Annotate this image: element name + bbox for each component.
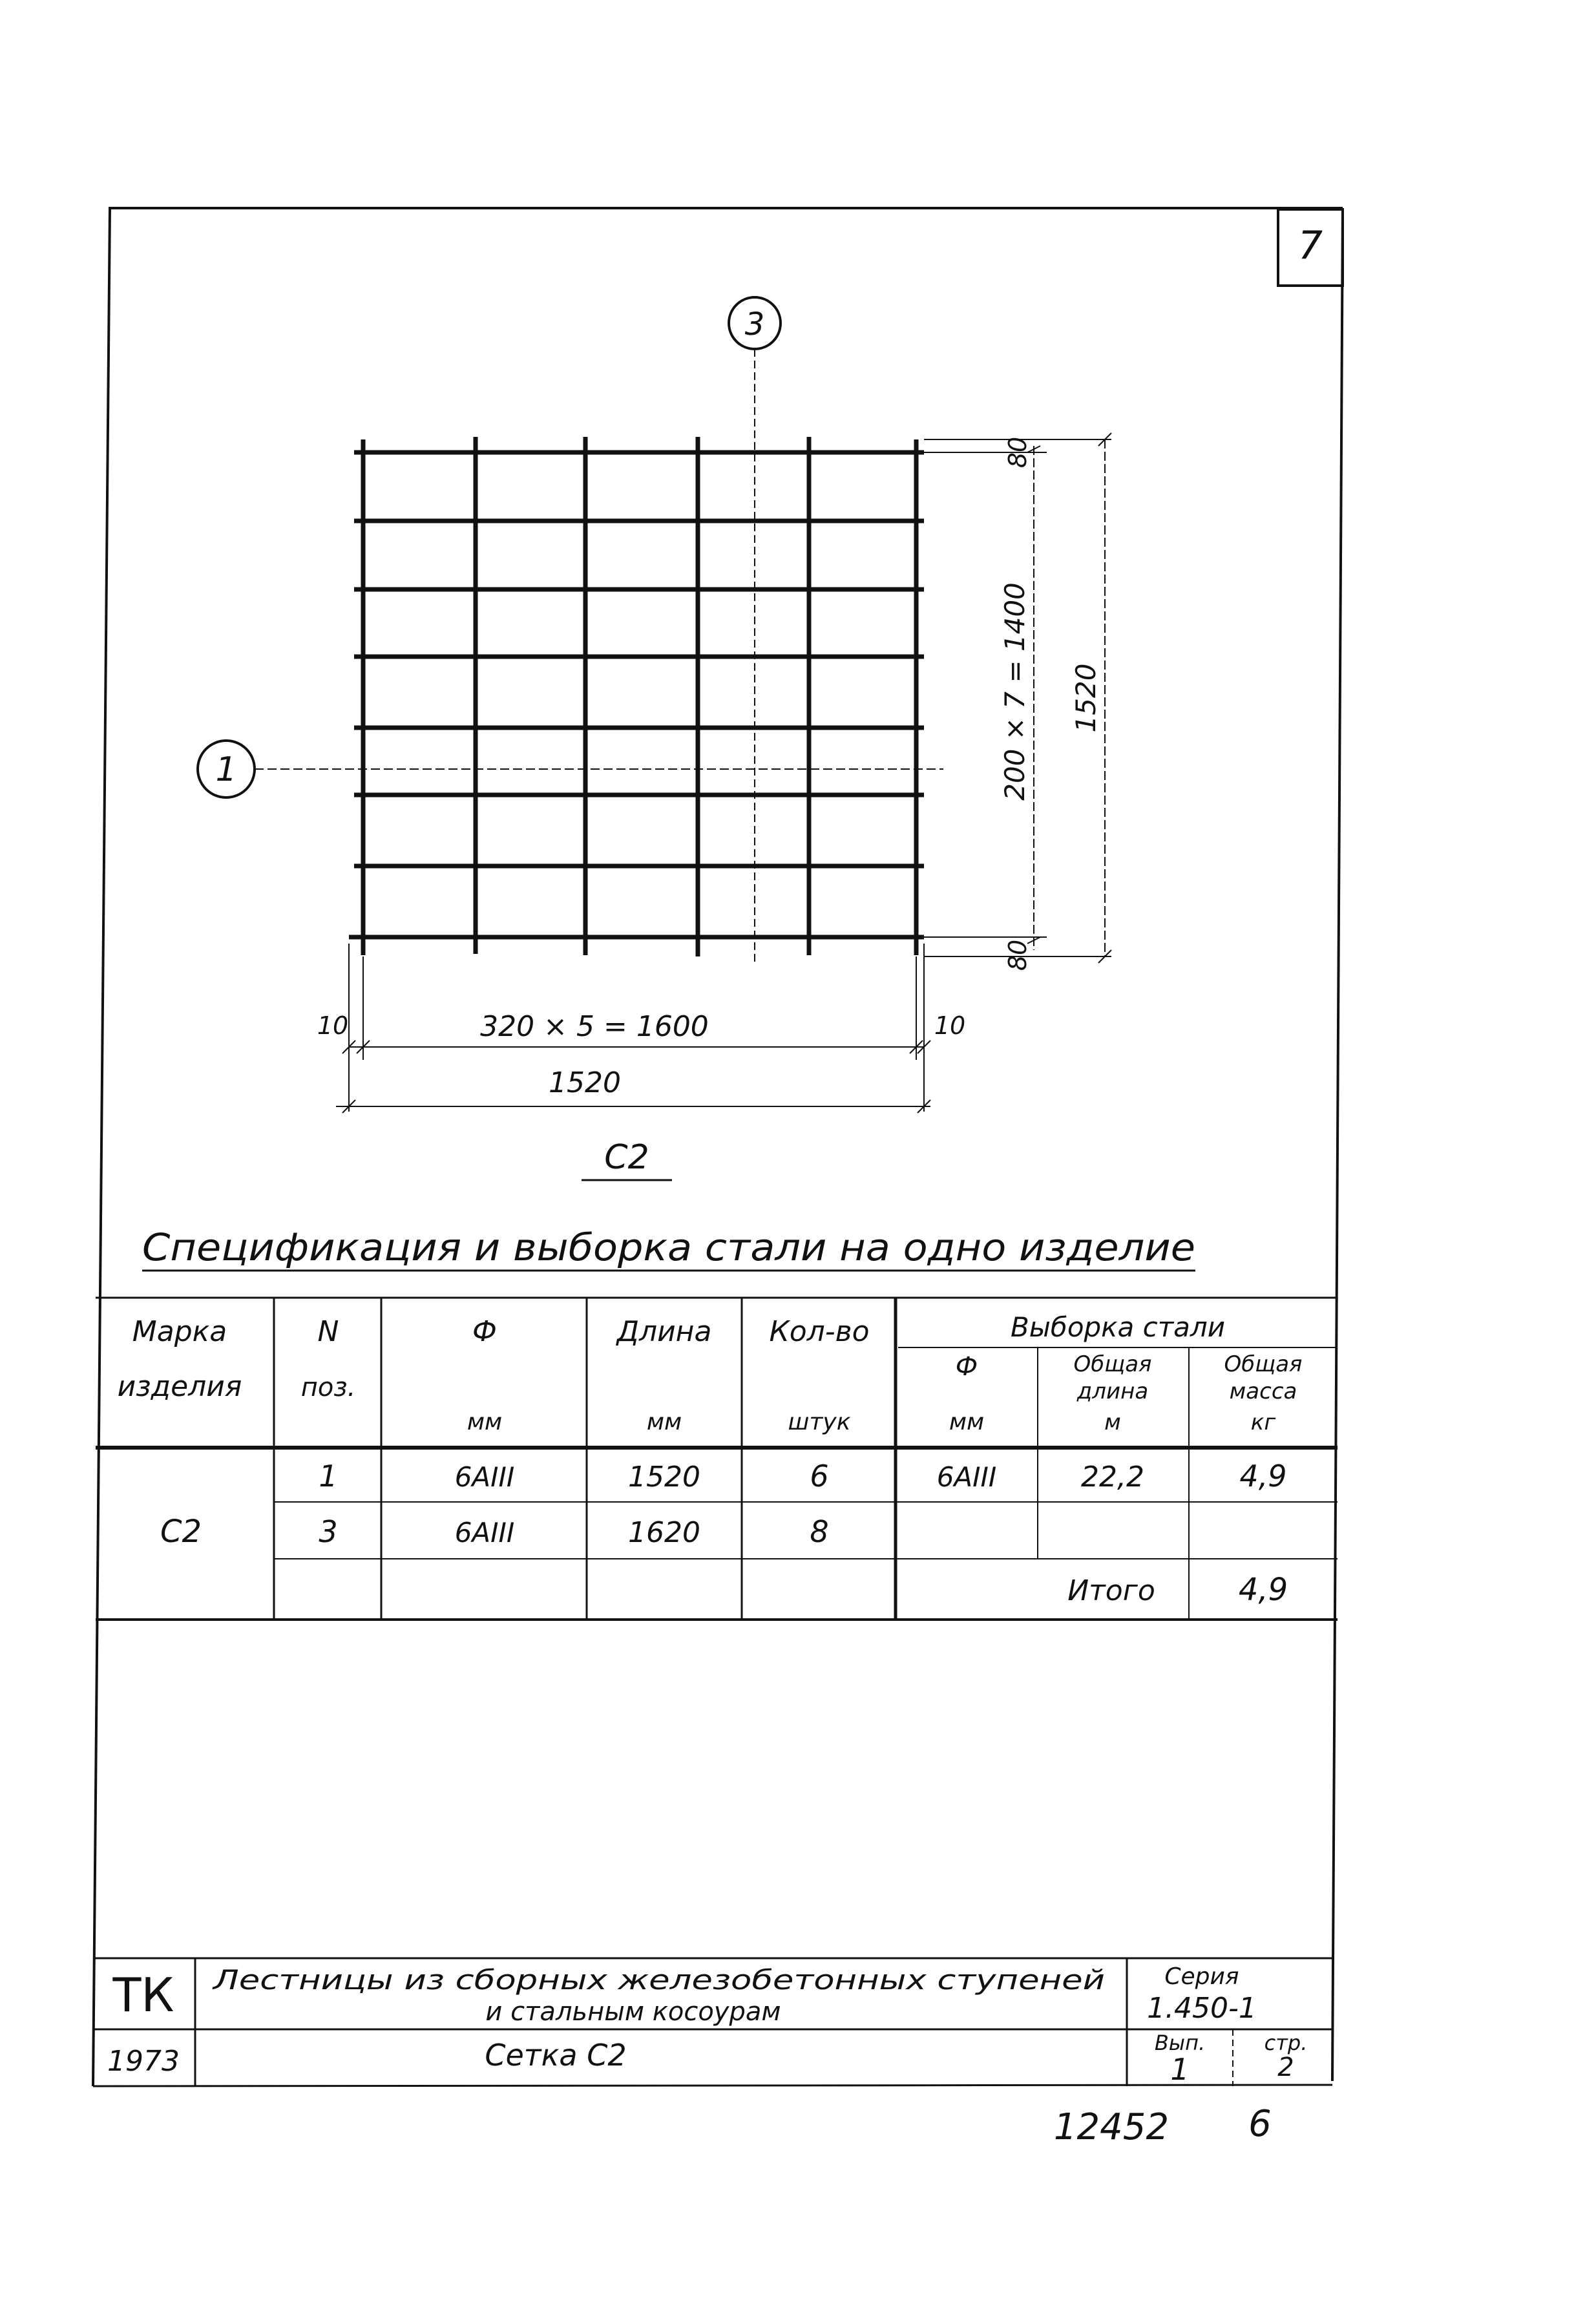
- year-label: 1973: [107, 2045, 180, 2078]
- cell-length: 1520: [628, 1461, 700, 1494]
- table-row: [319, 1514, 828, 1549]
- cell-steel-diam: 6АIII: [936, 1461, 997, 1493]
- header-steel-group: Выборка стали: [1010, 1311, 1226, 1343]
- archive-number: 12452: [1053, 2106, 1170, 2148]
- total-value: 4,9: [1238, 1572, 1288, 1608]
- header-steel-mass-1: Общая: [1224, 1351, 1303, 1377]
- spec-title: Спецификация и выборка стали на одно изделие: [142, 1225, 1195, 1269]
- header-steel-mass-unit: кг: [1250, 1410, 1276, 1435]
- issue-label: Вып.: [1154, 2031, 1206, 2055]
- series-label: Серия: [1164, 1963, 1239, 1990]
- dim-left-offset: 10: [317, 1011, 349, 1040]
- cell-steel-mass: 4,9: [1239, 1459, 1287, 1494]
- page-value: 2: [1277, 2053, 1294, 2082]
- cell-mark: С2: [160, 1514, 202, 1550]
- header-diam: Ф: [472, 1315, 497, 1348]
- header-steel-diam-unit: мм: [949, 1409, 985, 1435]
- sheet-frame: [93, 208, 1343, 2086]
- header-length-unit: мм: [646, 1409, 682, 1435]
- series-value: 1.450-1: [1147, 1992, 1257, 2025]
- table-row: [319, 1459, 1286, 1494]
- dim-vertical-inner: 200 × 7 = 1400: [999, 582, 1031, 801]
- archive-stamp: [1054, 2103, 1272, 2148]
- dim-horizontal-inner: 320 × 5 = 1600: [480, 1010, 709, 1043]
- title-line-1: Лестницы из сборных железобетонных ступеней: [211, 1964, 1106, 1996]
- header-qty-unit: штук: [788, 1409, 851, 1435]
- cell-qty: 8: [810, 1514, 829, 1549]
- drawing-caption: [582, 1138, 672, 1180]
- spec-title-group: [142, 1225, 1195, 1271]
- header-steel-len-1: Общая: [1073, 1351, 1152, 1377]
- dim-vertical-total: 1520: [1070, 663, 1102, 733]
- header-mark-1: Марка: [132, 1315, 227, 1348]
- header-steel-len-2: длина: [1076, 1379, 1149, 1404]
- callout-3-label: 3: [744, 306, 765, 343]
- spec-table-body: [160, 1459, 1288, 1608]
- sheet-name: Сетка С2: [485, 2038, 627, 2073]
- archive-suffix: 6: [1248, 2103, 1272, 2145]
- header-pos-1: N: [317, 1315, 339, 1348]
- title-line-2: и стальным косоурам: [485, 1997, 781, 2027]
- callout-position-1: [198, 741, 943, 798]
- cell-diam: 6АIII: [454, 1461, 515, 1493]
- mesh-drawing: [349, 437, 924, 956]
- vertical-bars: [363, 437, 916, 956]
- cell-steel-len: 22,2: [1081, 1461, 1144, 1494]
- horizontal-bars: [349, 452, 924, 937]
- callout-1-label: 1: [215, 750, 237, 789]
- header-qty: Кол-во: [769, 1315, 870, 1348]
- spec-table-header: [118, 1311, 1303, 1435]
- sheet-number: 7: [1297, 223, 1323, 268]
- cell-length: 1620: [628, 1516, 700, 1549]
- header-steel-mass-2: масса: [1229, 1379, 1297, 1404]
- spec-table-grid: [96, 1298, 1338, 1620]
- cell-pos: 3: [319, 1514, 338, 1549]
- callout-position-3: [729, 297, 781, 963]
- total-label: Итого: [1067, 1574, 1155, 1607]
- sheet-number-box: [1278, 209, 1343, 286]
- dim-bottom-offset: 80: [1003, 939, 1032, 971]
- cell-pos: 1: [319, 1459, 338, 1494]
- dim-top-offset: 80: [1003, 436, 1032, 469]
- dim-horizontal-total: 1520: [549, 1066, 621, 1099]
- dim-right-offset: 10: [934, 1011, 966, 1040]
- header-length: Длина: [616, 1315, 712, 1348]
- header-diam-unit: мм: [467, 1409, 503, 1435]
- cell-diam: 6АIII: [454, 1517, 515, 1548]
- page-label: стр.: [1264, 2031, 1308, 2055]
- cell-qty: 6: [810, 1459, 829, 1494]
- header-mark-2: изделия: [117, 1370, 242, 1403]
- header-pos-2: поз.: [300, 1373, 356, 1402]
- header-steel-len-unit: м: [1104, 1410, 1121, 1435]
- issue-value: 1: [1170, 2052, 1190, 2087]
- org-label: ТК: [112, 1968, 174, 2022]
- header-steel-diam: Ф: [955, 1352, 978, 1382]
- caption-text: С2: [604, 1138, 649, 1177]
